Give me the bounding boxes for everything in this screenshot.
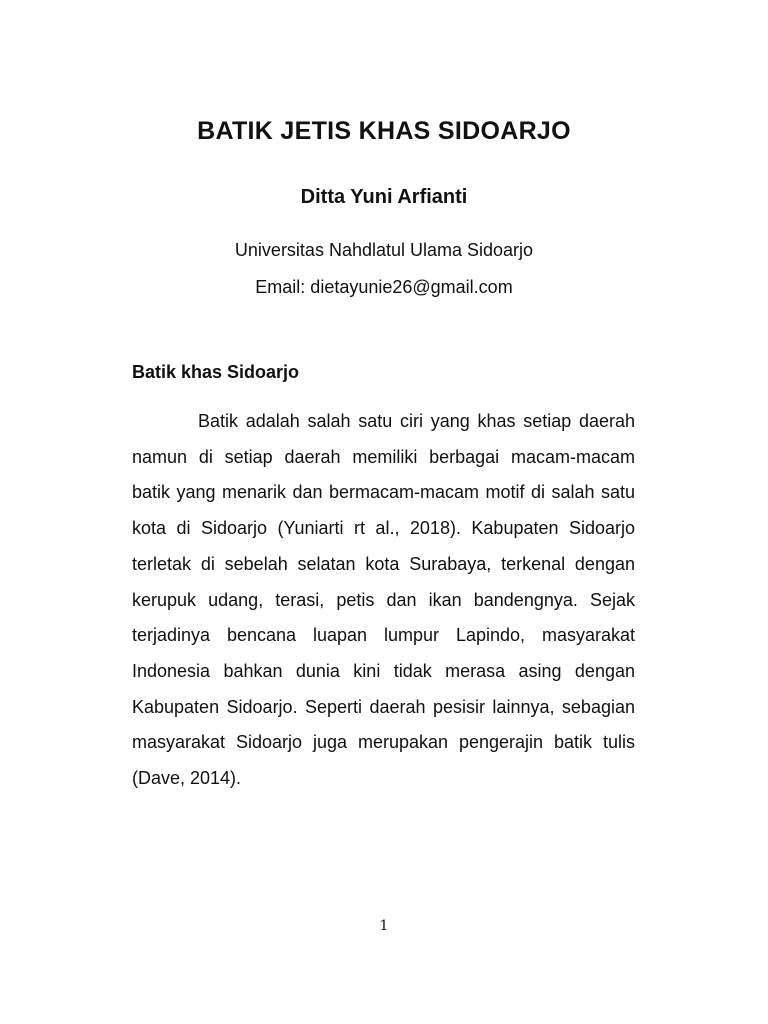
page-number: 1 bbox=[379, 918, 389, 934]
document-title: BATIK JETIS KHAS SIDOARJO bbox=[197, 117, 571, 145]
author-name: Ditta Yuni Arfianti bbox=[300, 186, 468, 208]
author-affiliation: Universitas Nahdlatul Ulama Sidoarjo bbox=[234, 240, 534, 260]
author-email: Email: dietayunie26@gmail.com bbox=[255, 277, 513, 297]
section-heading: Batik khas Sidoarjo bbox=[132, 362, 300, 382]
body-paragraph: Batik adalah salah satu ciri yang khas setiap daerah namun di setiap daerah memiliki berbagai macam-macam batik yang menarik dan bermacam-macam motif di salah satu kota di Sidoarjo (Yuniarti rt al., 2018). Kabupaten Sidoarjo terletak di sebelah selatan kota Surabaya, terkenal dengan kerupuk udang, terasi, petis dan ikan bandengnya. Sejak terjadinya bencana luapan lumpur Lapindo, masyarakat Indonesia bahkan dunia kini tidak merasa asing dengan Kabupaten Sidoarjo. Seperti daerah pesisir lainnya, sebagian masyarakat Sidoarjo juga merupakan pengerajin batik tulis (Dave, 2014). bbox=[132, 411, 635, 789]
